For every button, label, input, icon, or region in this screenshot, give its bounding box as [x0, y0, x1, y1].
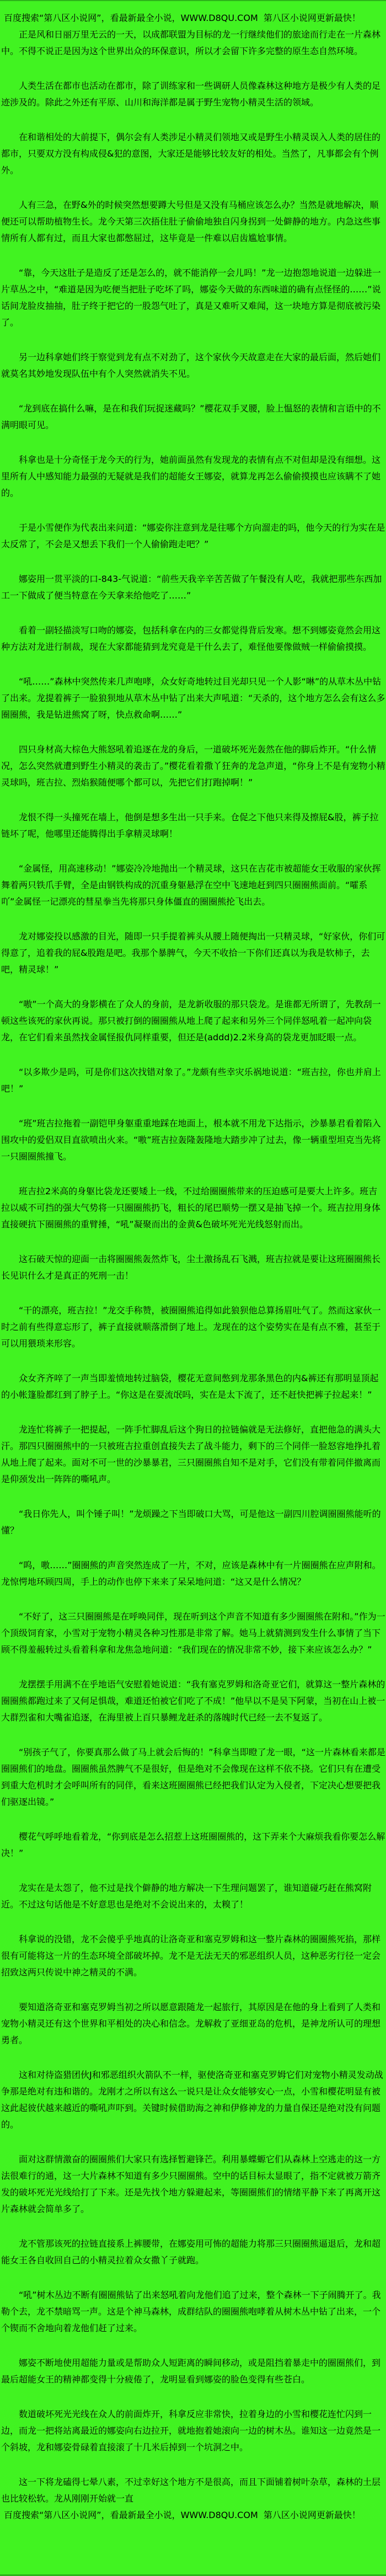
novel-paragraph: “我日你先人，叫个锤子叫！”龙烦躁之下当即破口大骂，可是他这一副四川腔调圈圈熊能听的懂？ [1, 1509, 381, 1536]
novel-paragraph: “干的漂亮，班吉拉！”龙交手称赞，被圈圈熊追得如此狼狈他总算扬眉吐气了。然而这家伙一时之前有些得意忘形了，裤子直接就顺落滑倒了地上。龙现在的这个姿势实在是有点不雅，甚至于可以用猥琐来形容。 [1, 1305, 381, 1349]
novel-paragraph: 龙连忙将裤子一把提起，一阵手忙脚乱后这个狗日的拉链偏就是无法修好，直把他急的满头大汗。那四只圈圈熊中的一只被班吉拉重创直接失去了战斗能力，剩下的三个同伴一脸怒容地挣扎着从地上爬了起来。面对不可一世的沙暴暴君，三只圈圈熊自知不是对手，它们没有带着同伴撤离而是仰颈发出一阵阵的嘶吼声。 [1, 1424, 381, 1484]
novel-paragraph: 龙实在是太怨了，他不过是找个僻静的地方解决一下生理问题罢了，谁知道碰巧赶在熊窝附近。不过这句话他是不好意思也是绝对不会说出来的，太糗了！ [1, 1883, 372, 1910]
novel-paragraph: 四只身材高大棕色大熊怒吼着追逐在龙的身后，一道破坏死光轰然在他的脚后炸开。“什么情况，怎么突然就遭到野生小精灵的袭击了。”樱花看着撒丫狂奔的龙急声道，“你身上不是有宠物小精灵球吗，班吉拉、烈焰猴随便哪个都可以，先把它们打跑掉啊！” [1, 744, 385, 788]
novel-paragraph: “班”班吉拉拖着一副铠甲身躯重重地踩在地面上，根本就不用龙下达指示，沙暴暴君看着陷入围攻中的爱侣双目直欲喷出火来。“嗷”班吉拉轰隆轰隆地大踏步冲了过去，像一辆重型坦克当先将一只圈圈熊撞飞。 [1, 1118, 381, 1162]
novel-paragraph: 这一下将龙磕得七晕八素，不过幸好这个地方不是很高，而且下面铺着树叶杂草，森林的土层也比较松软。龙从刚刚开始就一直 [1, 2477, 381, 2504]
novel-paragraph: 人类生活在都市也活动在都市，除了训练家和一些调研人员像森林这种地方是极少有人类的足迹涉及的。除此之外还有平原、山川和海洋都是属于野生宠物小精灵生活的领域。 [1, 81, 381, 108]
novel-paragraph: “龙到底在搞什么嘛，是在和我们玩捉迷藏吗？”樱花双手叉腰，脸上愠怒的表情和言语中的不满明眼可见。 [1, 403, 381, 430]
novel-paragraph: 看着一副轻描淡写口吻的娜姿，包括科拿在内的三女都觉得背后发寒。想不到娜姿竟然会用这种方法对龙进行制裁，现在大家都能猜到龙究竟是干什么去了，难怪他要像做贼一样偷偷摸摸。 [1, 625, 381, 652]
novel-paragraph: 数道破坏死光光线在众人的前面炸开，科拿反应非常快，拉着身边的小雪和樱花连忙闪到一边，而龙一把将站离最近的娜姿向右边拉开，就地抱着她滚向一边的树木丛。谁知这一边竟然是一个斜坡，龙和娜姿骨碌着直接滚了十几米后掉到一个坑洞之中。 [1, 2409, 381, 2452]
novel-paragraph: 于是小雪便作为代表出来问道：“娜姿你注意到龙是往哪个方向溜走的吗，他今天的行为实在是太反常了，不会是又想丢下我们一个人偷偷跑走吧？” [1, 522, 385, 549]
novel-paragraph: 樱花气呼呼地看着龙，“你到底是怎么招惹上这班圈圈熊的，这下弄来个大麻烦我看你要怎么解决！” [1, 1831, 385, 1858]
novel-paragraph: “靠，今天这肚子是造反了还是怎么的，就不能消停一会儿吗！”龙一边抱怨地说道一边躲进一片草丛之中，“难道是因为吃便当把肚子吃坏了吗，娜姿今天做的东西味道的确有点怪怪的……”说话间龙脸皮抽抽，肚子终于把它的一股怨气吐了，真是又难听又难闻，这一块地方算是彻底被污染了。 [1, 268, 381, 328]
novel-paragraph: “呜，嗷……”圈圈熊的声音突然连成了一片，不对，应该是森林中有一片圈圈熊在应声附和。龙惊愕地环顾四周，手上的动作也停下来来了呆呆地问道：“这又是什么情况？ [1, 1560, 381, 1587]
novel-paragraph: 面对这群情激奋的圈圈熊们大家只有选择暂避锋芒。利用暴蝶螈它们从森林上空逃走的这一方法很难行的通，这一大片森林不知道有多少只圈圈熊。空中的话目标太显眼了，指不定就被万箭齐发的破坏死光光线给打了下来。还是先找个地方躲避起来，等圈圈熊们的情绪平静下来了再离开这片森林就会简单多了。 [1, 2154, 381, 2214]
novel-paragraph: 这石破天惊的迎面一击将圈圈熊轰然炸飞，尘土激扬乱石飞溅，班吉拉就是要让这班圈圈熊长长见识什么才是真正的死刑一击！ [1, 1254, 381, 1281]
novel-paragraph: “以多欺少是吗，可是你们这次找错对象了。”龙颇有些幸灾乐祸地说道：“班吉拉，你也并肩上吧！” [1, 1067, 381, 1094]
novel-paragraph: 科拿也是十分奇怪于龙今天的行为，她前面虽然有发现龙的表情有点不对但却是没有细想。这里所有人中感知能力最强的无疑就是我们的超能女王娜姿，就算龙再怎么偷偷摸摸也应该瞒不了她的。 [1, 455, 381, 498]
novel-paragraph: 人有三急，在野&外的时候突然想要蹲大号但是又没有马桶应该怎么办？当然是就地解决，顺便还可以帮助植物生长。龙今天第三次捂住肚子偷偷地独自闪身拐到一处僻静的地方。内急这些事情所有人都有过，而且大家也都憋屈过，这毕竟是一件难以启齿尴尬事情。 [1, 200, 381, 243]
novel-paragraph: “吼……”森林中突然传来几声咆哮，众女好奇地转过目光却只见一个人影“啉”的从草木丛中钻了出来。龙提着裤子一脸狼狈地从草木丛中钻了出来大声吼道：“天杀的，这个地方怎么会有这么多圈圈熊，我是钻进熊窝了呀，快点救命啊……” [1, 676, 385, 720]
novel-paragraph: 另一边科拿她们终于察觉到龙有点不对劲了，这个家伙今天故意走在大家的最后面，然后她们就莫名其妙地发现队伍中有个人突然就消失不见。 [1, 352, 381, 379]
novel-paragraph: 科拿说的没错，龙不会傻乎乎地真的让洛奇亚和塞克罗姆和这一整片森林的圈圈熊死掐，那样很有可能将这一片的生态环境全部破坏掉。龙不是无法无天的邪恶组织人员，这种恶劣行径一定会招致这两只传说中神之精灵的不满。 [1, 1934, 381, 1978]
novel-paragraph: “别孩子气了，你要真那么做了马上就会后悔的！”科拿当即瞪了龙一眼，“这一片森林看来都是圈圈熊们的地盘。圈圈熊虽然脾气不是很好，但是绝对不会像现在这样不依不挠。它们只有在遭受到重大危机时才会呼叫所有的同伴，看来这班圈圈熊已经把我们认定为入侵者，下定决心想要把我们驱逐出镜。” [1, 1747, 385, 1807]
novel-paragraph: “嗷”一个高大的身影横在了众人的身前，是龙新收服的那只袋龙。是谁都无所谓了，先教刮一顿这些该死的家伙再说。那只被打倒的圈圈熊从地上爬了起来和另外三个同伴怒吼着一起冲向袋龙，在它们看来虽然找金属怪报仇同样重要，但还是(addd)2.2米身高的袋龙更加眨眼一点。 [1, 999, 381, 1043]
novel-paragraph: 班吉拉2米高的身躯比袋龙还要矮上一线，不过给圈圈熊带来的压迫感可是要大上许多。班吉拉以威不可挡的强大气势将一只圈圈熊扔飞，粗长的尾巴顺势一摆又是抽飞掉一个。班吉拉用身体直接硬抗下圈圈熊的重臂捶，“吼”凝聚而出的金黄&色破坏死光光线怒射而出。 [1, 1186, 381, 1230]
novel-paragraph: “不好了，这三只圈圈熊是在呼唤同伴，现在听到这个声音不知道有多少圈圈熊在附和。”作为一个顶级饲育家，小雪对于宠物小精灵各种习性那是非常了解。她马上就猜测到发生什么事情了当下顾不得羞赧转过头看着科拿和龙焦急地问道：“我们现在的情况非常不妙，接下来应该怎么办？” [1, 1611, 385, 1655]
novel-paragraph: 这和对待盗猎团伙J和邪恶组织火箭队不一样，驱使洛奇亚和塞克罗姆它们对宠物小精灵发动战争那是绝对有违和谐的。龙刚才之所以有这么一说只是让众女能够安心一点，小雪和樱花明显有被这此起彼伏越来越近的嘶吼声吓到。关键时候借助海之神和伊修神龙的力量自保还是绝对没有问题的。 [1, 2070, 383, 2130]
footer-promo-line: 百度搜索“第八区小说网”，看最新最全小说，WWW.D8QU.COM 第八区小说网更新最快！ [4, 2510, 361, 2520]
novel-paragraph: 龙不管那该死的拉链直接系上裤腰带，在娜姿用可怖的超能力将那三只圈圈熊逼退后，龙和超能女王各自收回自己的小精灵拉着众女撒丫子就跑。 [1, 2238, 381, 2265]
novel-paragraph: 娜姿用一贯平淡的口-843-气说道：“前些天我辛辛苦苦做了午餐没有人吃，我就把那些东西加工一下做成了便当特意在今天拿来给他吃了……” [1, 574, 382, 601]
novel-body [1, 26, 385, 2507]
novel-paragraph: 龙恨不得一头撞死在墙上，他倒是想多生出一只手来。仓促之下他只来得及擦屁&股，裤子拉链坏了呢，他哪里还能腾得出手拿精灵球啊！ [1, 812, 379, 839]
novel-paragraph: 众女齐齐啐了一声当即羞愤地转过脑袋，樱花无意间憋到龙那条黑色的内&裤还有那明显顶起的小帐篷脸都红到了脖子上。“你这是在耍流氓吗，实在是太下流了，还不赶快把裤子拉起来！” [1, 1373, 379, 1400]
novel-paragraph: 要知道洛奇亚和塞克罗姆当初之所以愿意跟随龙一起旅行，其原因是在他的身上看到了人类和宠物小精灵还有这个世界和平相处的决心和信念。龙解救了亚细亚岛的危机，是神龙所认可的理想勇者。 [1, 2002, 381, 2045]
header-promo-line: 百度搜索“第八区小说网”，看最新最全小说，WWW.D8QU.COM 第八区小说网更新最快！ [4, 13, 361, 23]
novel-paragraph: 正是风和日丽万里无云的一天，以成都联盟为目标的龙一行继续他们的旅途而行走在一片森林中。不得不说正是因为这个世界出众的环保意识，所以才会留下许多完整的原生态自然环境。 [1, 29, 381, 56]
novel-paragraph: 娜姿不断地使用超能力量或是帮助众人短距离的瞬间移动，或是阻挡着暴走中的圈圈熊们，到最后超能女王的精神都变得十分疲倦了，龙明显看到娜姿的脸色变得有些苍白。 [1, 2358, 381, 2385]
novel-paragraph: 在和谐相处的大前提下，偶尔会有人类涉足小精灵们领地又或是野生小精灵误入人类的居住的都市，只要双方没有构成侵&犯的意图，大家还是能够比较友好的相处。当然了，凡事都会有个例外。 [1, 132, 381, 175]
novel-paragraph: 龙摆摆手用满不在乎地语气安慰着她说道：“我有塞克罗姆和洛奇亚它们，就算这一整片森林的圈圈熊都跑过来了又何足惧哉，难道还怕被它们吃了不成！”他早以不是吴下阿蒙，当初在山上被一大群烈雀和大嘴雀追逐，在海里被上百只暴鲤龙赶杀的落魄时代已经一去不复返了。 [1, 1679, 385, 1723]
novel-paragraph: “金属怪，用高速移动！”娜姿冷冷地抛出一个精灵球，这只在吉花市被超能女王收服的家伙挥舞着两只铁爪手臂，全是由钢铁构成的沉重身躯悬浮在空中飞速地赶到四只圈圈熊面前。“嚯系吖”金属怪一记漂亮的彗星拳当先将那只身体僵直的圈圈熊抡飞出去。 [1, 863, 381, 907]
novel-paragraph: “吼”树木丛边不断有圈圈熊钻了出来怒吼着向龙他们追了过来，整个森林一下子闹腾开了。我勒个去，龙不禁暗骂一声。这是个神马森林，成群结队的圈圈熊咆哮着从树木丛中钻了出来，一个个锲而不舍地向着龙他们赶了过来。 [1, 2290, 381, 2333]
novel-paragraph: 龙对娜姿投以感激的目光，随即一只手提着裤头从腰上随便掏出一只精灵球，“好家伙，你们可得意了，追着我的屁&股跑是吧。我那个暴脾气，今天不收拾一下你们还真以为我是软柿子，去吧，精灵球！” [1, 931, 385, 975]
